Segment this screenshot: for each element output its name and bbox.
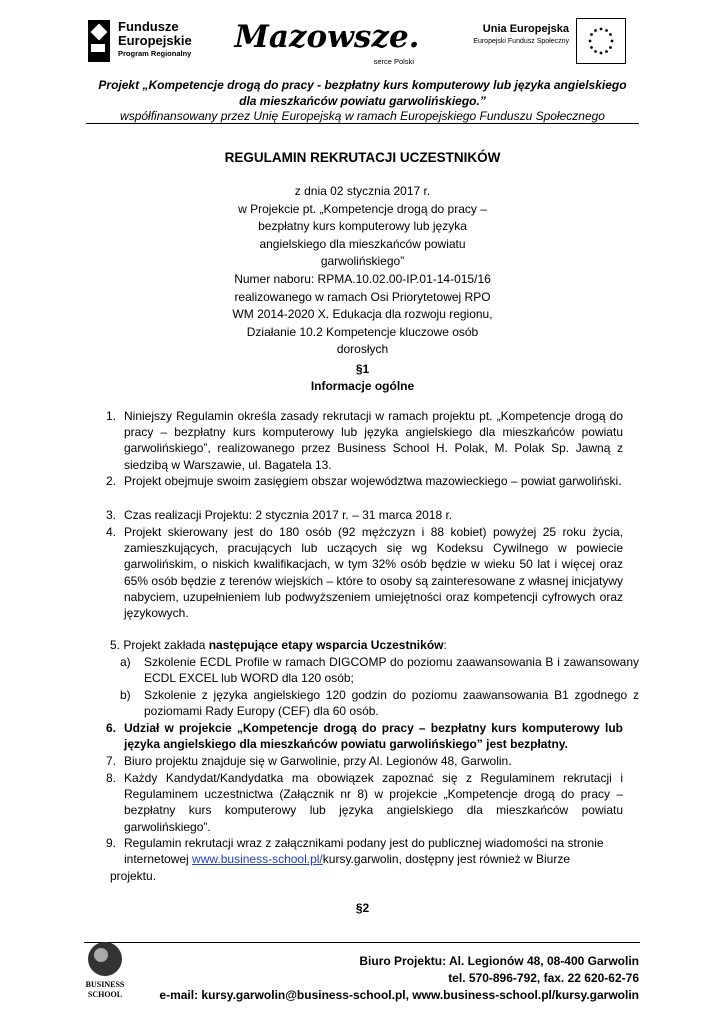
footer-email: e-mail: kursy.garwolin@business-school.pl, www.business-school.pl/kursy.garwolin [159,988,639,1002]
mazowsze-tagline: serce Polski [373,57,414,66]
item-number: 1. [106,409,117,423]
fe-mark-icon [88,20,110,62]
bs-logo-line2: SCHOOL [87,990,123,999]
item-number: 7. [106,754,117,768]
subitem-letter: b) [120,688,131,702]
unia-europejska-logo [444,22,569,62]
list-item [124,835,623,867]
item-number: 3. [106,508,117,522]
mazowsze-logo [232,20,422,68]
section1-number: §1 [355,362,370,376]
fe-logo-line1: Fundusze [118,19,179,34]
subitem: Szkolenie ECDL Profile w ramach DIGCOMP do poziomu zaawansowania B i zawansowany ECDL EXCEL lub WORD dla 120 osób; [144,655,639,686]
item-number: 9. [106,836,117,850]
ue-logo-line2: Europejski Fundusz Społeczny [473,38,569,45]
item9-line1: Regulamin rekrutacji wraz z załącznikami podany jest do publicznej wiadomości na stronie [124,836,604,850]
intro-line: garwolińskiego” [320,254,405,269]
eu-flag-icon [576,18,626,64]
intro-line: WM 2014-2020 X. Edukacja dla rozwoju regionu, [232,307,493,322]
item-number: 4. [106,525,117,539]
item9-line3: projektu. [110,869,157,883]
fe-logo-line3: Program Regionalny [118,49,192,58]
intro-line: realizowanego w ramach Osi Priorytetowej RPO [234,289,491,304]
header-divider [86,123,639,124]
bs-logo-line1: BUSINESS [85,980,125,989]
fundusze-europejskie-logo [88,18,238,66]
section2-number: §2 [355,901,370,915]
intro-line: bezpłatny kurs komputerowy lub języka [258,219,467,234]
footer-phone: tel. 570-896-792, fax. 22 620-62-76 [448,971,639,985]
intro-line: w Projekcie pt. „Kompetencje drogą do pracy – [238,201,487,216]
business-school-logo [84,942,126,1004]
list-item: Czas realizacji Projektu: 2 stycznia 2017 r. – 31 marca 2018 r. [124,508,453,522]
item5-bold: następujące etapy wsparcia Uczestników [208,638,444,652]
item-number: 2. [106,474,117,488]
globe-icon [88,942,122,976]
banner-line3: współfinansowany przez Unię Europejską w ramach Europejskiego Funduszu Społecznego [120,109,605,123]
item-number: 6. [106,721,117,735]
list-item: Każdy Kandydat/Kandydatka ma obowiązek zapoznać się z Regulaminem rekrutacji i Regulaminem uczestnictwa (Załącznik nr 8) w projekcie „Kompetencje drogą do pracy – bezpłatny kurs komputerowy lub języka angielskiego dla mieszkańców powiatu garwolińskiego”. [124,771,623,834]
item9-line2 [124,851,623,867]
intro-block [210,183,515,359]
banner-line2: dla mieszkańców powiatu garwolińskiego.” [239,94,486,108]
intro-line: angielskiego dla mieszkańców powiatu [259,236,466,251]
fe-logo-line2: Europejskie [118,33,192,48]
footer-address: Biuro Projektu: Al. Legionów 48, 08-400 Garwolin [359,954,639,968]
item5-suffix: : [443,638,447,652]
intro-line: dorosłych [336,342,389,357]
business-school-link[interactable]: www.business-school.pl/ [192,852,323,867]
list-item: Projekt skierowany jest do 180 osób (92 mężczyzn i 88 kobiet) powyżej 25 roku życia, zamieszkujących, pracujących lub uczących się wg Kodeksu Cywilnego w powiecie garwolińskim, o niskich kwalifikacjach, w tym 32% osób będzie w wieku 50 lat i więcej oraz 65% osób będzie z terenów wiejskich – które to osoby są zainteresowane z własnej inicjatywy nabyciem, uzupełnieniem lub podwyższeniem umiejętności oraz kompetencji cyfrowych oraz językowych. [124,525,623,621]
list-item: Biuro projektu znajduje się w Garwolinie, przy Al. Legionów 48, Garwolin. [124,754,512,768]
banner-line1: Projekt „Kompetencje drogą do pracy - bezpłatny kurs komputerowy lub języka angielskiego [98,78,627,92]
section1-heading: Informacje ogólne [310,379,415,393]
mazowsze-name: Mazowsze. [234,19,420,55]
intro-line: Numer naboru: RPMA.10.02.00-IP.01-14-015/16 [234,271,491,286]
item9-pre: internetowej [124,852,193,867]
list-item: Projekt obejmuje swoim zasięgiem obszar województwa mazowieckiego – powiat garwoliński. [124,474,622,488]
document-title: REGULAMIN REKRUTACJI UCZESTNIKÓW [224,150,501,165]
intro-line: z dnia 02 stycznia 2017 r. [294,184,431,198]
item5 [110,637,447,653]
subitem: Szkolenie z języka angielskiego 120 godzin do poziomu zaawansowania B1 zgodnego z poziomami Rady Europy (CEF) dla 60 osób. [144,688,639,719]
subitem-letter: a) [120,655,131,669]
list-item-bold: Udział w projekcie „Kompetencje drogą do pracy – bezpłatny kurs komputerowy lub języka angielskiego dla mieszkańców powiatu garwolińskiego” jest bezpłatny. [124,721,623,752]
item9-post: kursy.garwolin, dostępny jest również w Biurze [322,852,570,867]
item-number: 8. [106,771,117,785]
footer-divider [84,942,640,943]
ue-logo-line1: Unia Europejska [482,23,569,35]
intro-line: Działanie 10.2 Kompetencje kluczowe osób [246,324,479,339]
list-item: Niniejszy Regulamin określa zasady rekrutacji w ramach projektu pt. „Kompetencje drogą do pracy – bezpłatny kurs komputerowy lub języka angielskiego dla mieszkańców powiatu garwolińskiego”, realizowanego przez Business School H. Polak, M. Polak Sp. Jawną z siedzibą w Warszawie, ul. Bagatela 13. [124,409,623,472]
item5-prefix: 5. Projekt zakłada [110,638,209,652]
